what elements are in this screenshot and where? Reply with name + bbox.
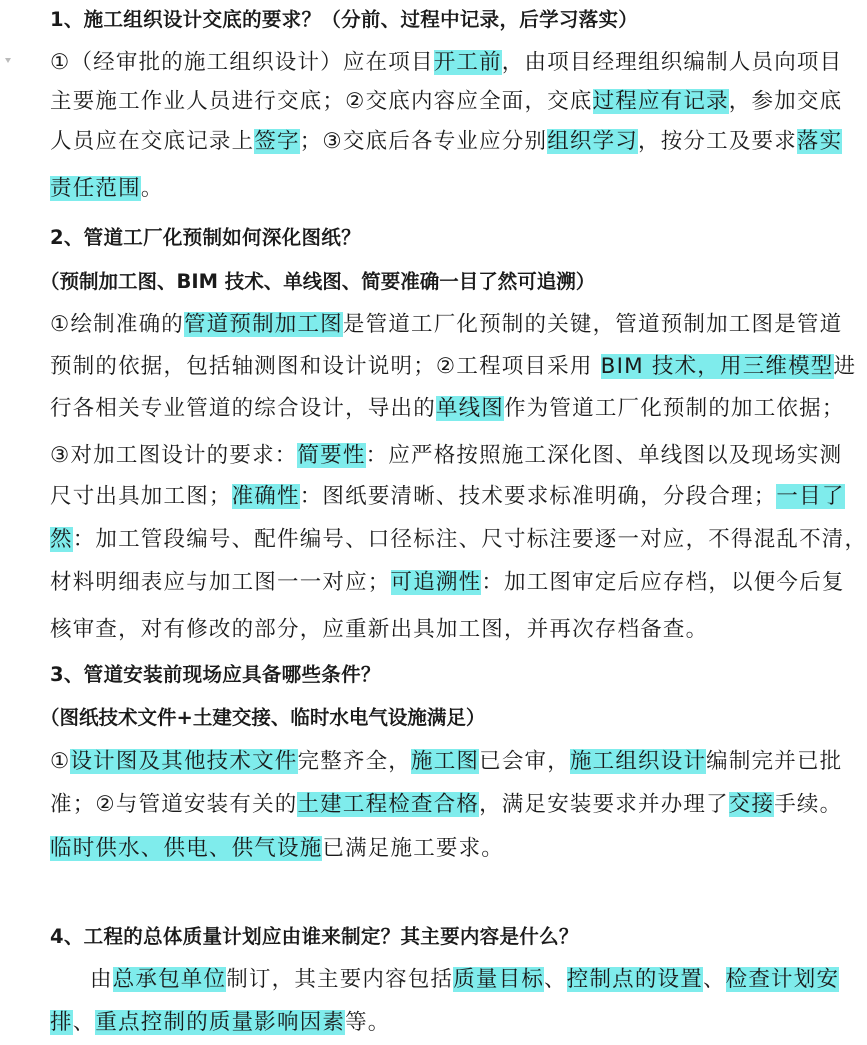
text-segment: 材料明细表应与加工图一一对应； <box>50 570 391 595</box>
text-segment: 等。 <box>345 1010 391 1035</box>
text-segment: 作为管道工厂化预制的加工依据； <box>504 396 845 421</box>
section-heading <box>50 2 638 38</box>
highlighted-text: BIM 技术，用三维模型 <box>600 354 834 379</box>
text-segment: ①绘制准确的 <box>50 312 184 337</box>
highlighted-text: 临时供水、供电、供气设施 <box>50 836 323 861</box>
highlighted-text: 管道预制加工图 <box>183 312 343 337</box>
highlighted-text: 排 <box>50 1010 73 1035</box>
text-segment: 准；②与管道安装有关的 <box>50 792 298 817</box>
text-segment: ：应严格按照施工深化图、单线图以及现场实测 <box>365 443 843 468</box>
highlighted-text: 过程应有记录 <box>592 89 729 114</box>
paragraph-line <box>50 1005 391 1041</box>
text-segment: 人员应在交底记录上 <box>50 129 255 154</box>
text-segment: 4、工程的总体质量计划应由谁来制定？其主要内容是什么？ <box>50 925 579 948</box>
paragraph-line <box>50 171 164 207</box>
text-segment: 由 <box>90 967 113 992</box>
text-segment: ③对加工图设计的要求： <box>50 443 298 468</box>
highlighted-text: 签字 <box>254 129 300 154</box>
text-segment: ① <box>50 749 71 774</box>
highlighted-text: 责任范围 <box>50 176 141 201</box>
text-segment: （图纸技术文件+土建交接、临时水电气设施满足） <box>40 706 486 729</box>
highlighted-text: 质量目标 <box>453 967 545 992</box>
text-segment: ：加工图审定后应存档，以便今后复 <box>481 570 845 595</box>
paragraph-line <box>50 787 842 823</box>
highlighted-text: 可追溯性 <box>390 570 482 595</box>
highlighted-text: 施工图 <box>411 749 480 774</box>
highlighted-text: 控制点的设置 <box>566 967 703 992</box>
paragraph-line <box>50 831 504 867</box>
text-segment: 1、施工组织设计交底的要求？（分前、过程中记录，后学习落实） <box>50 8 639 31</box>
paragraph-line <box>50 565 845 601</box>
highlighted-text: 组织学习 <box>547 129 639 154</box>
section-heading <box>50 919 579 955</box>
text-segment: 主要施工作业人员进行交底；②交底内容应全面，交底 <box>50 89 593 114</box>
highlighted-text: 总承包单位 <box>112 967 227 992</box>
paragraph-line <box>90 962 839 998</box>
section-summary <box>40 700 485 736</box>
paragraph-line <box>50 391 845 427</box>
highlighted-text: 落实 <box>796 129 843 154</box>
text-segment: 已满足施工要求。 <box>322 836 505 861</box>
paragraph-line <box>50 124 842 160</box>
text-segment: 行各相关专业管道的综合设计，导出的 <box>50 396 436 421</box>
paragraph-line <box>50 307 842 343</box>
text-segment: 。 <box>140 176 164 201</box>
paragraph-line <box>50 438 842 474</box>
highlighted-text: 单线图 <box>435 396 505 421</box>
text-segment: 2、管道工厂化预制如何深化图纸？ <box>50 226 361 249</box>
highlighted-text: 设计图及其他技术文件 <box>70 749 298 774</box>
highlighted-text: 然 <box>50 527 73 552</box>
text-segment: 尺寸出具加工图； <box>50 484 232 509</box>
text-segment: 、 <box>72 1010 96 1035</box>
text-segment: ：加工管段编号、配件编号、口径标注、尺寸标注要逐一对应，不得混乱不清， <box>72 527 867 552</box>
text-segment: 进 <box>833 354 857 379</box>
highlighted-text: 简要性 <box>297 443 366 468</box>
paragraph-line <box>50 84 842 120</box>
paragraph-line <box>50 522 867 558</box>
text-segment: 核审查，对有修改的部分，应重新出具加工图，并再次存档备查。 <box>50 617 709 642</box>
highlighted-text: 准确性 <box>231 484 300 509</box>
paragraph-line <box>50 349 856 385</box>
text-segment: 完整齐全， <box>297 749 412 774</box>
text-segment: ，由项目经理组织编制人员向项目 <box>501 50 843 75</box>
highlighted-text: 交接 <box>728 792 775 817</box>
highlighted-text: 土建工程检查合格 <box>297 792 480 817</box>
highlighted-text: 施工组织设计 <box>569 749 707 774</box>
text-segment: 、 <box>702 967 726 992</box>
paragraph-line <box>50 744 842 780</box>
text-segment: （预制加工图、BIM 技术、单线图、简要准确一目了然可追溯） <box>40 270 596 293</box>
text-segment: 、 <box>544 967 567 992</box>
text-segment: 3、管道安装前现场应具备哪些条件？ <box>50 663 381 686</box>
section-heading <box>50 657 381 693</box>
highlighted-text: 开工前 <box>433 50 502 75</box>
text-segment: 手续。 <box>774 792 843 817</box>
text-segment: 已会审， <box>479 749 570 774</box>
collapse-marker-icon <box>5 58 11 63</box>
paragraph-line <box>50 612 708 648</box>
text-segment: ，满足安装要求并办理了 <box>479 792 729 817</box>
highlighted-text: 检查计划安 <box>725 967 840 992</box>
paragraph-line <box>50 45 842 81</box>
paragraph-line <box>50 479 845 515</box>
text-segment: ①（经审批的施工组织设计）应在项目 <box>50 50 434 75</box>
section-summary <box>40 264 595 300</box>
text-segment: 是管道工厂化预制的关键，管道预制加工图是管道 <box>342 312 843 337</box>
highlighted-text: 一目了 <box>776 484 845 509</box>
section-heading <box>50 220 361 256</box>
text-segment: ，参加交底 <box>728 89 843 114</box>
text-segment: 制订，其主要内容包括 <box>226 967 454 992</box>
highlighted-text: 重点控制的质量影响因素 <box>95 1010 346 1035</box>
text-segment: ：图纸要清晰、技术要求标准明确，分段合理； <box>299 484 777 509</box>
text-segment: 编制完并已批 <box>706 749 843 774</box>
text-segment: 预制的依据，包括轴测图和设计说明；②工程项目采用 <box>50 354 601 379</box>
text-segment: ；③交底后各专业应分别 <box>299 129 548 154</box>
text-segment: ，按分工及要求 <box>638 129 797 154</box>
